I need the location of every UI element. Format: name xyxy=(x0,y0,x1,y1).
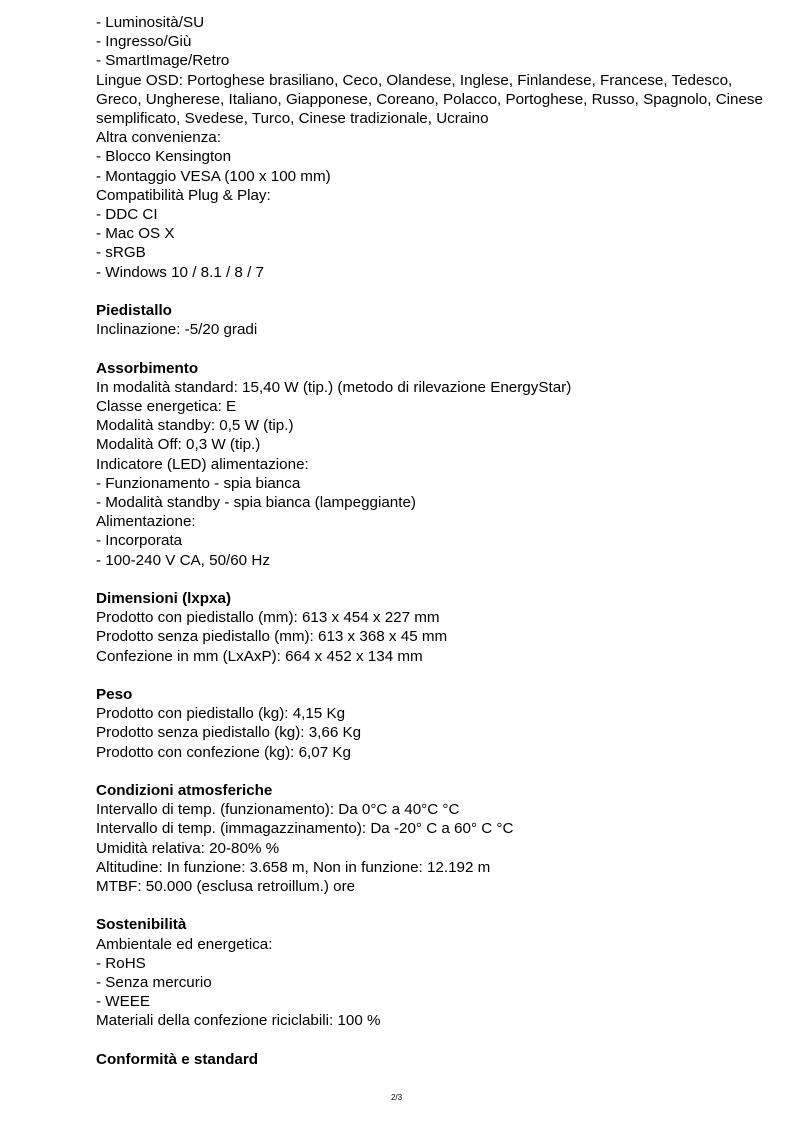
text-line: - WEEE xyxy=(96,993,151,1011)
spacer xyxy=(96,1031,776,1050)
section-heading-stand: Piedistallo xyxy=(96,302,172,320)
text-line: Altitudine: In funzione: 3.658 m, Non in funzione: 12.192 m xyxy=(96,858,491,876)
text-line: Inclinazione: -5/20 gradi xyxy=(96,321,258,339)
text-line: - Funzionamento - spia bianca xyxy=(96,474,301,492)
section-heading-environment: Condizioni atmosferiche xyxy=(96,782,273,800)
text-line: - RoHS xyxy=(96,954,146,972)
text-line: - Mac OS X xyxy=(96,225,175,243)
text-line: - Ingresso/Giù xyxy=(96,33,192,51)
text-line: Altra convenienza: xyxy=(96,129,221,147)
text-line: - 100-240 V CA, 50/60 Hz xyxy=(96,551,270,569)
text-line: - Montaggio VESA (100 x 100 mm) xyxy=(96,167,331,185)
text-line: - Modalità standby - spia bianca (lampeggiante) xyxy=(96,494,416,512)
text-line: Modalità Off: 0,3 W (tip.) xyxy=(96,436,261,454)
text-line: Ambientale ed energetica: xyxy=(96,935,273,953)
section-heading-dimensions: Dimensioni (lxpxa) xyxy=(96,590,232,608)
spacer xyxy=(96,762,776,781)
spacer xyxy=(96,282,776,301)
section-heading-power: Assorbimento xyxy=(96,359,199,377)
text-line: - sRGB xyxy=(96,244,146,262)
page-number: 2/3 xyxy=(390,1093,403,1102)
text-line: Intervallo di temp. (immagazzinamento): Da -20° C a 60° C °C xyxy=(96,820,514,838)
text-line: - Luminosità/SU xyxy=(96,14,205,31)
text-line: Indicatore (LED) alimentazione: xyxy=(96,455,309,473)
text-line: In modalità standard: 15,40 W (tip.) (metodo di rilevazione EnergyStar) xyxy=(96,378,572,396)
text-line: Prodotto con piedistallo (kg): 4,15 Kg xyxy=(96,705,346,723)
text-line: Modalità standby: 0,5 W (tip.) xyxy=(96,417,294,435)
text-line: Prodotto senza piedistallo (kg): 3,66 Kg xyxy=(96,724,362,742)
section-heading-sustainability: Sostenibilità xyxy=(96,916,187,934)
spacer xyxy=(96,339,776,358)
text-line: Intervallo di temp. (funzionamento): Da 0°C a 40°C °C xyxy=(96,801,460,819)
section-heading-weight: Peso xyxy=(96,686,133,704)
text-line: Umidità relativa: 20-80% % xyxy=(96,839,280,857)
text-line: MTBF: 50.000 (esclusa retroillum.) ore xyxy=(96,878,356,896)
text-line: Confezione in mm (LxAxP): 664 x 452 x 134 mm xyxy=(96,647,423,665)
text-line: Classe energetica: E xyxy=(96,398,237,416)
text-line: Prodotto senza piedistallo (mm): 613 x 368 x 45 mm xyxy=(96,628,448,646)
text-line: Prodotto con confezione (kg): 6,07 Kg xyxy=(96,743,351,761)
text-line: - Blocco Kensington xyxy=(96,148,232,166)
spacer xyxy=(96,666,776,685)
osd-languages: Lingue OSD: Portoghese brasiliano, Ceco, Olandese, Inglese, Finlandese, Francese, Tedesco, Greco, Ungherese, Italiano, Giapponese, Coreano, Polacco, Portoghese, Russo, Spagnolo, Cinese semplificato, Svedese, Turco, Cinese tradizionale, Ucraino xyxy=(96,71,763,128)
text-line: Compatibilità Plug & Play: xyxy=(96,186,271,204)
text-line: - DDC CI xyxy=(96,206,158,224)
document-body xyxy=(96,13,776,1069)
text-line: - Windows 10 / 8.1 / 8 / 7 xyxy=(96,263,264,281)
section-heading-compliance: Conformità e standard xyxy=(96,1050,259,1068)
text-line: - Senza mercurio xyxy=(96,974,212,992)
text-line: Alimentazione: xyxy=(96,513,196,531)
text-line: - Incorporata xyxy=(96,532,183,550)
spacer xyxy=(96,570,776,589)
text-line: - SmartImage/Retro xyxy=(96,52,230,70)
spacer xyxy=(96,896,776,915)
text-line: Materiali della confezione riciclabili: 100 % xyxy=(96,1012,381,1030)
text-line: Prodotto con piedistallo (mm): 613 x 454 x 227 mm xyxy=(96,609,440,627)
